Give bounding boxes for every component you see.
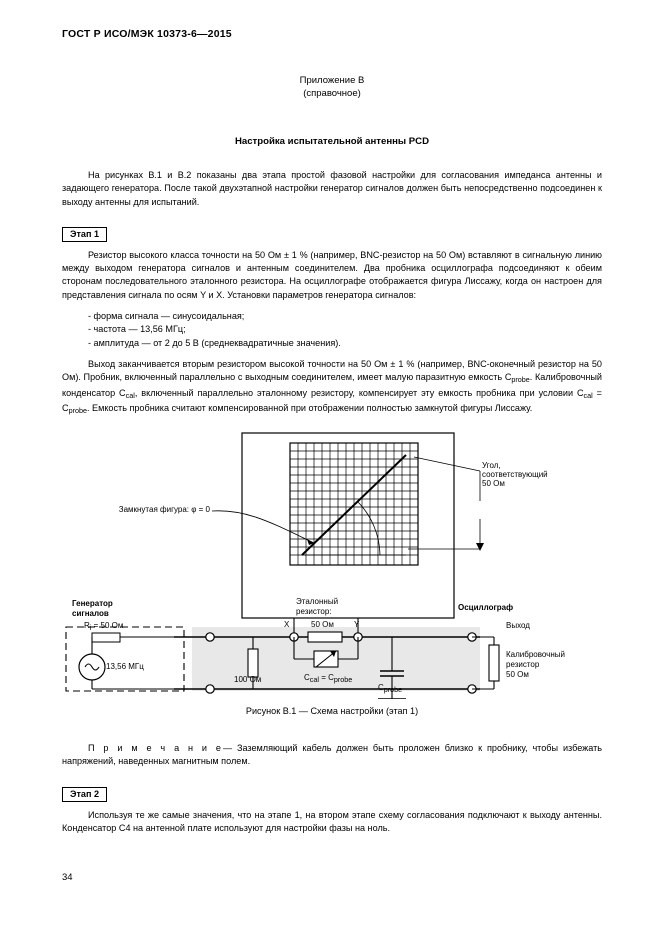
page-content xyxy=(62,28,602,843)
note-label: П р и м е ч а н и е xyxy=(88,743,223,754)
stage-1-p2-part-b: . Калибровочный конденсатор C xyxy=(62,372,602,398)
label-angle-line2: соответствующий xyxy=(482,470,548,480)
label-output: Выход xyxy=(506,621,530,631)
figure-caption: Рисунок В.1 — Схема настройки (этап 1) xyxy=(245,706,419,717)
standard-header: ГОСТ Р ИСО/МЭК 10373-6—2015 xyxy=(62,28,232,40)
label-axis-x: X xyxy=(284,620,290,630)
label-angle-line3: 50 Ом xyxy=(482,479,505,489)
label-ccal-sub: cal xyxy=(309,675,319,685)
stage-2-label: Этап 2 xyxy=(62,787,107,802)
list-item: - амплитуда — от 2 до 5 В (среднеквадратичные значения). xyxy=(88,337,341,348)
sub-probe: probe xyxy=(511,375,530,385)
resistor-ri xyxy=(92,633,120,642)
calibration-resistor-50ohm xyxy=(489,645,499,681)
label-cal-res-line3: 50 Ом xyxy=(506,670,529,680)
note-text: — Заземляющий кабель должен быть проложен близко к пробнику, чтобы избежать напряжений, наведенных магнитным полем. xyxy=(62,743,602,767)
stage-1-paragraph-1: Резистор высокого класса точности на 50 Ом ± 1 % (например, BNC-резистор на 50 Ом) вставляют в сигнальную линию между выходом генератора сигналов и антенным соединителем. Два пробника осциллографа подсоединяют к обеим сторонам последовательного эталонного резистора. На осциллографе отображается фигура Лиссажу, когда он настроен для представления сигнала по осям Y и X. Установки параметров генератора сигналов: xyxy=(62,249,602,300)
intro-paragraph: На рисунках В.1 и В.2 показаны два этапа простой фазовой настройки для согласования импеданса антенны и задающего генератора. После такой двухэтапной настройки генератор сигналов должен быть непосредственно подсоединен к выходу антенны для испытаний. xyxy=(62,170,602,207)
label-cprobe-sub: probe xyxy=(383,685,403,695)
label-ref-res-line1: Эталонный xyxy=(296,597,339,607)
label-frequency: 13,56 МГц xyxy=(106,662,144,672)
label-ccal-probe-sub: probe xyxy=(333,675,353,685)
label-ri-r: R xyxy=(84,621,90,631)
list-item: - форма сигнала — синусоидальная; xyxy=(88,311,245,322)
label-axis-y: Y xyxy=(354,620,360,630)
label-ri-value: = 50 Ом xyxy=(91,621,124,631)
page-number: 34 xyxy=(62,872,73,883)
label-ri-sub: i xyxy=(89,623,92,633)
label-ref-res-line2: резистор: xyxy=(296,607,332,617)
stage-1-p2-part-d: = C xyxy=(62,387,602,413)
leader-arrow-2 xyxy=(476,543,484,551)
label-cal-res-line1: Калибровочный xyxy=(506,650,565,660)
label-ref-res-value: 50 Ом xyxy=(311,620,334,630)
label-generator-line2: сигналов xyxy=(72,609,109,619)
stage-1-paragraph-2 xyxy=(62,358,602,417)
stage-1-p2-part-a: Выход заканчивается вторым резистором высокой точности на 50 Ом ± 1 % (например, BNC-оконечный резистор на 50 Ом). Пробник, включенный параллельно с выходным соединителем, имеет малую паразитную емкость C xyxy=(62,358,602,383)
stage-1-p2-part-e: . Емкость пробника считают компенсированной при отображении полностью замкнутой фигуры Лиссажу. xyxy=(86,402,533,413)
page-title: Настройка испытательной антенны PCD xyxy=(234,136,430,147)
figure-b1 xyxy=(62,431,602,696)
label-cal-res-line2: резистор xyxy=(506,660,540,670)
label-ccal-equation xyxy=(304,673,352,685)
stage-2-paragraph-1: Используя те же самые значения, что на этапе 1, на втором этапе схему согласования подключают к выходу антенны. Конденсатор C4 на антенной плате используют для настройки фазы на ноль. xyxy=(62,809,602,834)
sub-probe-2: probe xyxy=(68,405,87,415)
resistor-100ohm xyxy=(248,649,258,677)
label-oscilloscope: Осциллограф xyxy=(458,603,514,613)
label-ccal-c: C xyxy=(304,673,310,683)
label-ri xyxy=(84,621,123,633)
list-item: - частота — 13,56 МГц; xyxy=(88,324,186,335)
annex-subtitle: (справочное) xyxy=(303,88,361,99)
node-left-bottom xyxy=(206,685,214,693)
sub-cal-2: cal xyxy=(583,390,593,400)
reference-resistor-50ohm xyxy=(308,632,342,642)
sub-cal: cal xyxy=(125,390,135,400)
label-angle-line1: Угол, xyxy=(482,461,501,471)
label-cprobe xyxy=(378,683,402,695)
note-paragraph xyxy=(62,742,602,769)
label-cprobe-c: C xyxy=(378,683,384,693)
label-closed-figure: Замкнутая фигура: φ = 0 xyxy=(118,505,210,515)
annex-heading xyxy=(62,74,602,100)
label-ccal-eq: = C xyxy=(318,673,334,683)
stage-1-p2-part-c: , включенный параллельно эталонному резистору, компенсирует эту емкость пробника при условии C xyxy=(134,387,584,398)
node-left-top xyxy=(206,633,214,641)
stage-1-label: Этап 1 xyxy=(62,227,107,242)
label-generator-line1: Генератор xyxy=(72,599,113,609)
label-resistor-100ohm: 100 Ом xyxy=(234,675,262,685)
signal-generator-settings-list xyxy=(62,310,602,350)
annex-title: Приложение В xyxy=(299,75,365,86)
